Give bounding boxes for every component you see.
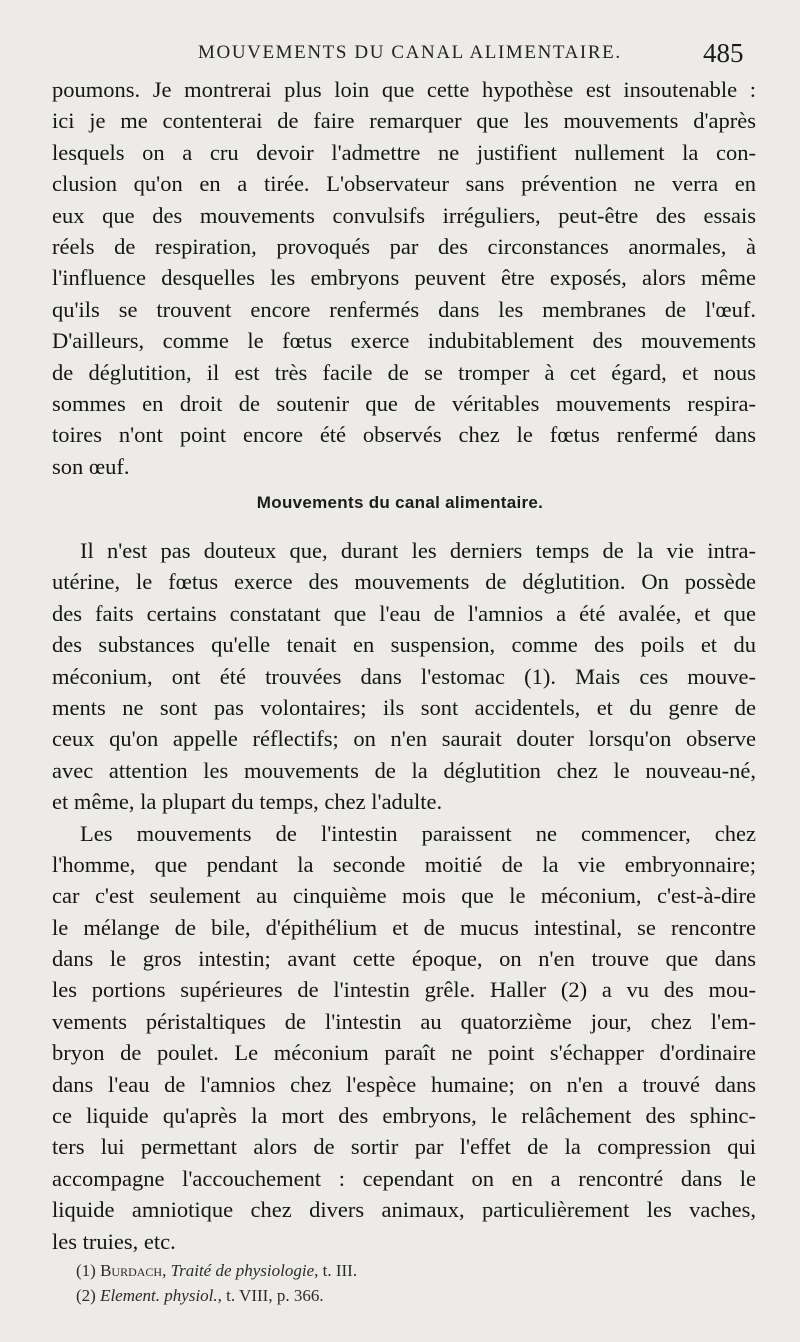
text-line: l'influence desquelles les embryons peuvent être exposés, alors même bbox=[52, 265, 756, 291]
text-line: son œuf. bbox=[52, 453, 130, 479]
text-line: avec attention les mouvements de la déglutition chez le nouveau-né, bbox=[52, 757, 756, 783]
text-line: le mélange de bile, d'épithélium et de mucus intestinal, se rencontre bbox=[52, 914, 756, 940]
footnotes bbox=[76, 1258, 676, 1308]
paragraph-3 bbox=[52, 818, 756, 1257]
text-line: dans le gros intestin; avant cette époque, on n'en trouve que dans bbox=[52, 946, 756, 972]
text-line: D'ailleurs, comme le fœtus exerce indubitablement des mouvements bbox=[52, 328, 756, 354]
text-line: accompagne l'accouchement : cependant on en a rencontré dans le bbox=[52, 1165, 756, 1191]
text-line: eux que des mouvements convulsifs irréguliers, peut-être des essais bbox=[52, 202, 756, 228]
paragraph-1 bbox=[52, 74, 756, 482]
text-line: Les mouvements de l'intestin paraissent ne commencer, chez bbox=[80, 820, 756, 846]
text-line: ments ne sont pas volontaires; ils sont accidentels, et du genre de bbox=[52, 694, 756, 720]
footnote-title: Element. physiol. bbox=[100, 1286, 218, 1305]
footnote-title: Traité de physiologie bbox=[170, 1261, 315, 1280]
text-line: des substances qu'elle tenait en suspension, comme des poils et du bbox=[52, 632, 756, 658]
text-line: car c'est seulement au cinquième mois que le méconium, c'est-à-dire bbox=[52, 883, 756, 909]
text-line: bryon de poulet. Le méconium paraît ne point s'échapper d'ordinaire bbox=[52, 1040, 756, 1066]
footnote-rest: , t. VIII, p. 366. bbox=[217, 1286, 324, 1305]
text-line: vements péristaltiques de l'intestin au quatorzième jour, chez l'em- bbox=[52, 1008, 756, 1034]
text-line: sommes en droit de soutenir que de véritables mouvements respira- bbox=[52, 390, 756, 416]
text-line: ters lui permettant alors de sortir par l'effet de la compression qui bbox=[52, 1134, 756, 1160]
text-line: lesquels on a cru devoir l'admettre ne justifient nullement la con- bbox=[52, 139, 756, 165]
text-line: et même, la plupart du temps, chez l'adulte. bbox=[52, 789, 443, 815]
text-line: liquide amniotique chez divers animaux, particulièrement les vaches, bbox=[52, 1197, 756, 1223]
text-line: l'homme, que pendant la seconde moitié de la vie embryonnaire; bbox=[52, 851, 756, 877]
body-text-upper bbox=[52, 74, 756, 482]
body-text-lower bbox=[52, 535, 756, 1257]
footnote-author: Burdach bbox=[100, 1261, 163, 1280]
footnote-marker: (1) bbox=[76, 1261, 96, 1280]
paragraph-2 bbox=[52, 535, 756, 818]
page-number: 485 bbox=[703, 38, 744, 68]
text-line: dans l'eau de l'amnios chez l'espèce humaine; on n'en a trouvé dans bbox=[52, 1071, 756, 1097]
text-line: des faits certains constatant que l'eau de l'amnios a été avalée, et que bbox=[52, 600, 756, 626]
footnote-2 bbox=[76, 1283, 676, 1308]
footnote-rest: , t. III. bbox=[314, 1261, 358, 1280]
page-header bbox=[0, 38, 800, 78]
footnote-1: (1) Burdach, Traité de physiologie, t. III. bbox=[76, 1261, 358, 1280]
text-line: clusion qu'on en a tirée. L'observateur sans prévention ne verra en bbox=[52, 171, 756, 197]
text-line: les truies, etc. bbox=[52, 1228, 176, 1254]
section-heading: Mouvements du canal alimentaire. bbox=[256, 493, 544, 512]
text-line: ici je me contenterai de faire remarquer que les mouvements d'après bbox=[52, 108, 756, 134]
text-line: poumons. Je montrerai plus loin que cette hypothèse est insoutenable : bbox=[52, 77, 756, 102]
text-line: les portions supérieures de l'intestin grêle. Haller (2) a vu des mou- bbox=[52, 977, 756, 1003]
text-line: ceux qu'on appelle réflectifs; on n'en saurait douter lorsqu'on observe bbox=[52, 726, 756, 752]
text-line: toires n'ont point encore été observés chez le fœtus renfermé dans bbox=[52, 422, 756, 448]
text-line: qu'ils se trouvent encore renfermés dans les membranes de l'œuf. bbox=[52, 296, 756, 322]
text-line: Il n'est pas douteux que, durant les derniers temps de la vie intra- bbox=[80, 538, 756, 563]
text-line: de déglutition, il est très facile de se tromper à cet égard, et nous bbox=[52, 359, 756, 385]
footnote-marker: (2) bbox=[76, 1286, 96, 1305]
text-line: réels de respiration, provoqués par des circonstances anormales, à bbox=[52, 233, 756, 259]
text-line: méconium, ont été trouvées dans l'estomac (1). Mais ces mouve- bbox=[52, 663, 756, 689]
text-line: ce liquide qu'après la mort des embryons, le relâchement des sphinc- bbox=[52, 1103, 756, 1129]
text-line: utérine, le fœtus exerce des mouvements de déglutition. On possède bbox=[52, 569, 756, 595]
running-head: MOUVEMENTS DU CANAL ALIMENTAIRE. bbox=[198, 42, 622, 63]
